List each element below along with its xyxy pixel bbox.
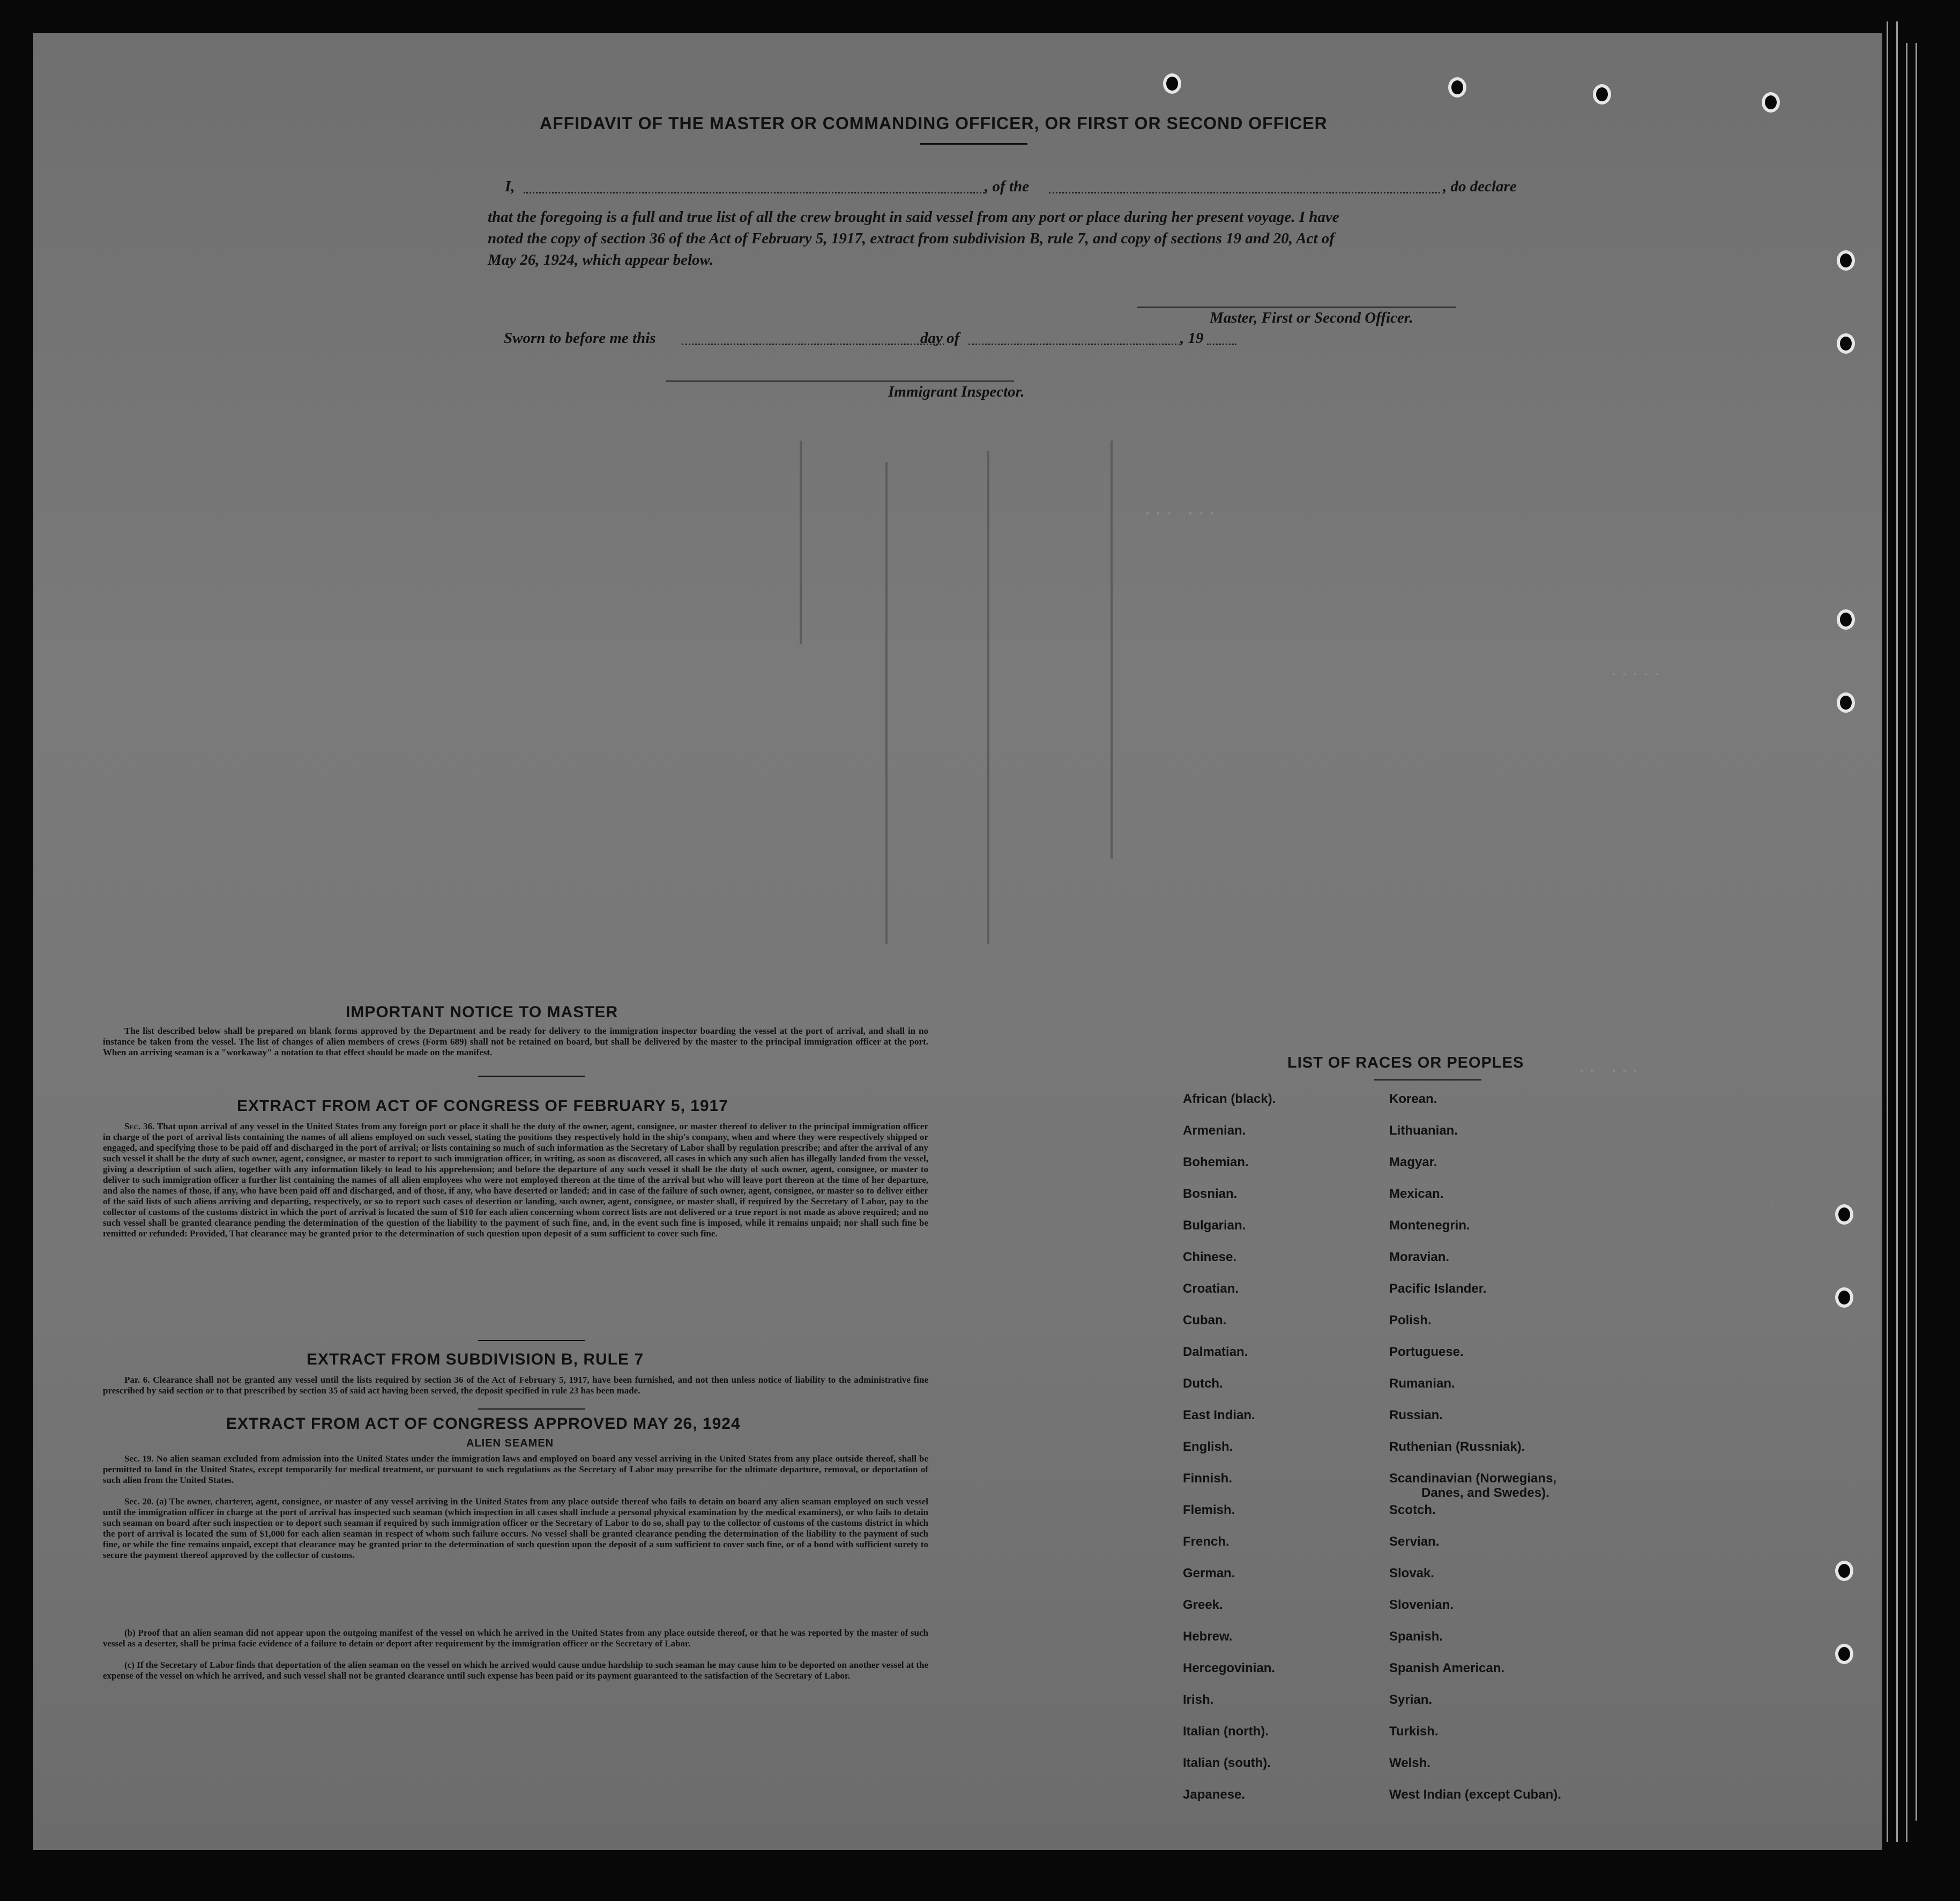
sworn-year-line[interactable] — [1207, 344, 1236, 345]
race-item: Hebrew. — [1183, 1629, 1233, 1644]
race-item: Dalmatian. — [1183, 1345, 1248, 1359]
bleed-through-line — [800, 441, 802, 644]
extract-1924-sec20a: Sec. 20. (a) The owner, charterer, agent, consignee, or master of any vessel arriving in the United States from any place outside thereof who fails to detain on board any alien seaman employed on such vessel until the immigration officer in charge at the port of arrival has inspected such seaman (which inspection in all cases shall include a personal physical examination by the medical examiners), or who fails to detain such seaman on board after such inspection or to deport such seaman if required by such immigration officer or the Secretary of Labor to do so, shall pay to the collector of customs of the customs district in which the port of arrival is located the sum of $1,000 for each alien seaman in respect of whom such failure occurs. No vessel shall be granted clearance pending the determination of the liability to the payment of such fine, or while the fine remains unpaid, except that clearance may be granted prior to the determination of such question upon the deposit of a sum sufficient to cover such fine, or of a bond with sufficient surety to secure the payment thereof approved by the collector of customs. — [103, 1496, 928, 1560]
race-item: West Indian (except Cuban). — [1389, 1787, 1561, 1802]
bleed-through-text: ·· ··· — [1577, 1062, 1642, 1080]
bleed-through-text: ····· — [1609, 666, 1663, 684]
races-rule — [1374, 1079, 1481, 1080]
sworn-prefix: Sworn to before me this — [504, 330, 656, 347]
extract-1917-title: EXTRACT FROM ACT OF CONGRESS OF FEBRUARY 5, 1917 — [237, 1097, 728, 1115]
affidavit-page — [33, 33, 1882, 1850]
notice-rule — [478, 1076, 585, 1077]
punch-hole — [1837, 692, 1855, 713]
punch-hole — [1835, 1287, 1853, 1308]
bleed-through-line — [1111, 441, 1113, 859]
race-item: Magyar. — [1389, 1155, 1437, 1169]
sworn-month-line[interactable] — [968, 344, 1180, 345]
race-item: Scandinavian (Norwegians, Danes, and Swedes). — [1389, 1471, 1557, 1500]
extract-1924-sec20c: (c) If the Secretary of Labor finds that deportation of the alien seaman on the vessel on which he arrived would cause undue hardship to such seaman he may cause him to be deported on another vessel at the expense of the vessel on which he arrived, and such vessel shall not be granted clearance until such expense has been paid or its payment guaranteed to the satisfaction of the Secretary of Labor. — [103, 1660, 928, 1681]
inspector-signature-line[interactable] — [666, 381, 1014, 382]
master-label: Master, First or Second Officer. — [1210, 309, 1413, 326]
race-item: Slovenian. — [1389, 1598, 1454, 1612]
page-edge — [1916, 43, 1917, 1821]
affidavit-title: AFFIDAVIT OF THE MASTER OR COMMANDING OFFICER, OR FIRST OR SECOND OFFICER — [540, 114, 1328, 133]
race-item: Turkish. — [1389, 1724, 1439, 1739]
race-item: Bosnian. — [1183, 1187, 1238, 1201]
master-signature-line[interactable] — [1137, 307, 1456, 308]
race-item: Flemish. — [1183, 1503, 1235, 1517]
punch-hole — [1837, 333, 1855, 354]
race-item: African (black). — [1183, 1092, 1276, 1106]
race-item: Scotch. — [1389, 1503, 1436, 1517]
punch-hole — [1835, 1644, 1853, 1664]
race-item: Italian (south). — [1183, 1756, 1271, 1770]
extract-1917-rule — [478, 1340, 585, 1341]
extract-rule7-text: Par. 6. Clearance shall not be granted any vessel until the lists required by section 36 of the Act of February 5, 1917, have been furnished, and not then unless notice of liability to the administrative fine prescribed by said section or to that prescribed by section 35 of said act having been served, the deposit specified in rule 23 has been made. — [103, 1375, 928, 1396]
race-item: Montenegrin. — [1389, 1218, 1470, 1233]
affidavit-of-the: , of the — [985, 178, 1029, 195]
race-item: Italian (north). — [1183, 1724, 1269, 1739]
affidavit-line-4: May 26, 1924, which appear below. — [488, 251, 714, 269]
bleed-through-line — [885, 462, 888, 944]
affidavit-i: I, — [505, 178, 515, 195]
race-item: Armenian. — [1183, 1123, 1246, 1138]
race-item: Ruthenian (Russniak). — [1389, 1440, 1525, 1454]
punch-hole — [1837, 609, 1855, 630]
notice-title: IMPORTANT NOTICE TO MASTER — [346, 1003, 618, 1021]
race-item: English. — [1183, 1440, 1233, 1454]
race-item: Bohemian. — [1183, 1155, 1249, 1169]
extract-1924-sec20b: (b) Proof that an alien seaman did not appear upon the outgoing manifest of the vessel on which he arrived in the United States from any place outside thereof, or that he was reported by the master of such vessel as a deserter, shall be prima facie evidence of a failure to detain or deport after requirement by the immigration officer or the Secretary of Labor. — [103, 1628, 928, 1649]
race-item: Russian. — [1389, 1408, 1443, 1422]
page-edge — [1887, 21, 1888, 1842]
affidavit-declare: , do declare — [1443, 178, 1517, 195]
race-item: Slovak. — [1389, 1566, 1435, 1581]
inspector-label: Immigrant Inspector. — [888, 383, 1025, 400]
punch-hole — [1448, 77, 1466, 98]
extract-rule7-title: EXTRACT FROM SUBDIVISION B, RULE 7 — [307, 1351, 644, 1368]
race-item: Finnish. — [1183, 1471, 1232, 1486]
race-item: Portuguese. — [1389, 1345, 1464, 1359]
race-item: Spanish American. — [1389, 1661, 1505, 1675]
punch-hole — [1593, 84, 1611, 105]
vessel-field-line[interactable] — [1049, 192, 1440, 193]
extract-1917-text — [103, 1121, 928, 1239]
race-item: Spanish. — [1389, 1629, 1443, 1644]
punch-hole — [1835, 1561, 1853, 1581]
race-item: Welsh. — [1389, 1756, 1430, 1770]
race-item: Cuban. — [1183, 1313, 1227, 1328]
extract-1917-body: That upon arrival of any vessel in the United States from any foreign port or place it shall be the duty of the owner, agent, consignee, or master thereof to deliver to the principal immigration officer in charge of the port of arrival lists containing the names of all aliens employed on such vessel, stating the positions they respectively hold in the ship's company, when and where they were respectively shipped or engaged, and specifying those to be paid off and discharged in the port of arrival; or lists containing so much of such information as the Secretary of Labor shall by regulation prescribe; and after the arrival of any such vessel it shall be the duty of such owner, agent, consignee, or master to report to such immigration officer, in writing, as soon as discovered, all cases in which any such alien has illegally landed from the vessel, giving a description of such alien, together with any information likely to lead to his apprehension; and before the departure of any such vessel it shall be the duty of such owner, agent, consignee, or master to deliver to such immigration officer a further list containing the names of all alien employees who were not employed thereon at the time of the arrival but who will leave port thereon at the time of her departure, and also the names of those, if any, who have been paid off and discharged, and of those, if any, who have deserted or landed; and in case of the failure of such owner, agent, consignee, or master so to deliver either of the said lists of such aliens arriving and departing, respectively, or so to report such cases of desertion or landing, such owner, agent, consignee, or master shall, if required by the Secretary of Labor, pay to the collector of customs of the customs district in which the port of arrival is located the sum of $10 for each alien concerning whom correct lists are not delivered or a true report is not made as above required; and no such vessel shall be granted clearance pending the determination of the question of the liability to the payment of such fine, and, in the event such fine is imposed, while it remains unpaid; nor shall such fine be remitted or refunded: Provided, That clearance may be granted prior to the determination of such question upon deposit of a sum sufficient to cover such fine. — [103, 1121, 929, 1239]
race-item: East Indian. — [1183, 1408, 1255, 1422]
race-item: Servian. — [1389, 1534, 1440, 1549]
race-item: Croatian. — [1183, 1281, 1239, 1296]
race-item: Pacific Islander. — [1389, 1281, 1487, 1296]
race-item: French. — [1183, 1534, 1229, 1549]
bleed-through-line — [987, 451, 989, 944]
race-item: Chinese. — [1183, 1250, 1237, 1264]
race-item: Rumanian. — [1389, 1376, 1455, 1391]
race-item: Lithuanian. — [1389, 1123, 1458, 1138]
races-title: LIST OF RACES OR PEOPLES — [1287, 1054, 1524, 1071]
page-edge — [1906, 43, 1907, 1842]
race-item: Mexican. — [1389, 1187, 1444, 1201]
race-item: Dutch. — [1183, 1376, 1223, 1391]
extract-1924-title: EXTRACT FROM ACT OF CONGRESS APPROVED MAY 26, 1924 — [226, 1415, 741, 1433]
punch-hole — [1163, 73, 1181, 94]
sworn-year: , 19 — [1180, 330, 1204, 347]
extract-rule7-rule — [478, 1408, 585, 1410]
sworn-date-line[interactable] — [682, 344, 944, 345]
bleed-through-text: ··· ··· — [1143, 505, 1218, 523]
race-item: Greek. — [1183, 1598, 1223, 1612]
race-item: Syrian. — [1389, 1693, 1433, 1707]
page-edge — [1896, 21, 1898, 1842]
extract-1917-sec-label: Sec. 36. — [124, 1121, 155, 1131]
race-item: Bulgarian. — [1183, 1218, 1246, 1233]
name-field-line[interactable] — [524, 192, 985, 193]
affidavit-line-3: noted the copy of section 36 of the Act of February 5, 1917, extract from subdivision B, rule 7, and copy of sections 19 and 20, Act of — [488, 230, 1335, 247]
race-item: Polish. — [1389, 1313, 1432, 1328]
punch-hole — [1835, 1204, 1853, 1225]
race-item: German. — [1183, 1566, 1235, 1581]
notice-text: The list described below shall be prepared on blank forms approved by the Department and be ready for delivery to the immigration inspector boarding the vessel at the port of arrival, and shall in no instance be taken from the vessel. The list of changes of alien members of crews (Form 689) shall not be retained on board, but shall be delivered by the master to the principal immigration officer at the port. When an arriving seaman is a "workaway" a notation to that effect should be made on the manifest. — [103, 1026, 928, 1057]
race-item: Moravian. — [1389, 1250, 1450, 1264]
affidavit-line-2: that the foregoing is a full and true list of all the crew brought in said vessel from any port or place during her present voyage. I have — [488, 208, 1339, 226]
race-item: Korean. — [1389, 1092, 1437, 1106]
race-item: Irish. — [1183, 1693, 1214, 1707]
extract-1924-sec19: Sec. 19. No alien seaman excluded from admission into the United States under the immigration laws and employed on board any vessel arriving in the United States from any place outside thereof, shall be permitted to land in the United States, except temporarily for medical treatment, or pursuant to such regulations as the Secretary of Labor may prescribe for the ultimate departure, removal, or deportation of such alien from the United States. — [103, 1453, 928, 1485]
title-rule — [920, 143, 1027, 145]
extract-1924-subtitle: ALIEN SEAMEN — [466, 1437, 554, 1449]
race-item: Hercegovinian. — [1183, 1661, 1276, 1675]
race-item: Japanese. — [1183, 1787, 1246, 1802]
punch-hole — [1762, 92, 1780, 113]
punch-hole — [1837, 250, 1855, 271]
sworn-day: day of — [920, 330, 960, 347]
